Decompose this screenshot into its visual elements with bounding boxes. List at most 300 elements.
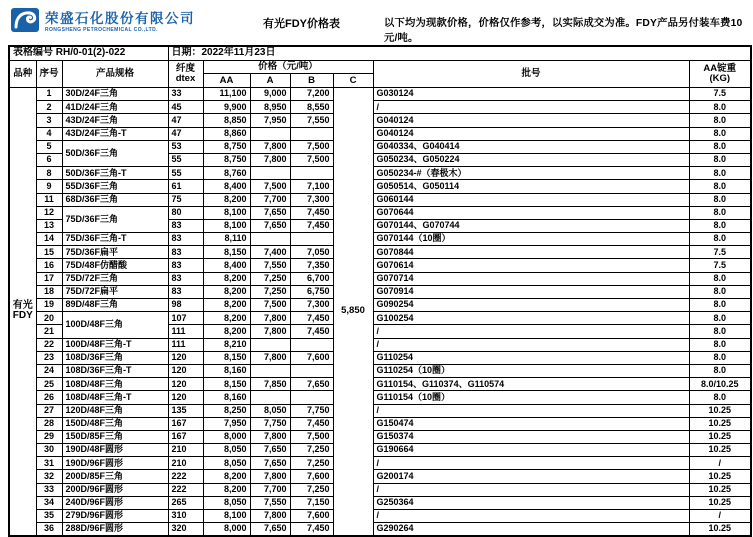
col-header-dtex: 纤度 dtex xyxy=(168,61,203,88)
weight-cell: 8.0 xyxy=(689,299,751,312)
price-row-36 xyxy=(9,523,751,536)
batch-cell: G110154、G110374、G110574 xyxy=(373,378,689,391)
batch-cell: / xyxy=(373,483,689,496)
price-a-cell: 7,750 xyxy=(250,417,290,430)
spec-cell: 200D/96F圆形 xyxy=(62,483,168,496)
price-a-cell xyxy=(250,167,290,180)
dtex-cell: 222 xyxy=(168,470,203,483)
spec-cell: 30D/24F三角 xyxy=(62,88,168,101)
dtex-cell: 120 xyxy=(168,391,203,404)
weight-cell: 10.25 xyxy=(689,483,751,496)
batch-cell: G290264 xyxy=(373,523,689,536)
price-row-18 xyxy=(9,285,751,298)
price-row-28 xyxy=(9,417,751,430)
price-b-cell: 7,350 xyxy=(290,259,333,272)
price-a-cell xyxy=(250,127,290,140)
dtex-cell: 320 xyxy=(168,523,203,536)
spec-cell: 75D/36F三角 xyxy=(62,206,168,232)
price-aa-cell: 8,400 xyxy=(203,259,250,272)
price-a-cell: 7,700 xyxy=(250,483,290,496)
price-a-cell: 8,950 xyxy=(250,101,290,114)
spec-cell: 68D/36F三角 xyxy=(62,193,168,206)
col-header-grade-aa: AA xyxy=(203,74,250,88)
price-b-cell: 7,250 xyxy=(290,444,333,457)
price-b-cell: 6,700 xyxy=(290,272,333,285)
price-b-cell xyxy=(290,167,333,180)
spec-cell: 43D/24F三角-T xyxy=(62,127,168,140)
spec-cell: 75D/36F扁平 xyxy=(62,246,168,259)
batch-cell: G070144、G070744 xyxy=(373,219,689,232)
price-row-31 xyxy=(9,457,751,470)
batch-cell: G070714 xyxy=(373,272,689,285)
weight-cell: 8.0/10.25 xyxy=(689,378,751,391)
weight-cell: 8.0 xyxy=(689,285,751,298)
batch-cell: G070614 xyxy=(373,259,689,272)
price-a-cell xyxy=(250,233,290,246)
price-row-20 xyxy=(9,312,751,325)
price-row-24 xyxy=(9,364,751,377)
seq-cell: 25 xyxy=(36,378,62,391)
dtex-cell: 210 xyxy=(168,444,203,457)
price-aa-cell: 8,250 xyxy=(203,404,250,417)
price-b-cell: 7,450 xyxy=(290,312,333,325)
price-a-cell: 9,000 xyxy=(250,88,290,101)
spec-cell: 50D/36F三角 xyxy=(62,140,168,166)
price-aa-cell: 8,160 xyxy=(203,364,250,377)
weight-cell: 8.0 xyxy=(689,114,751,127)
price-b-cell: 7,300 xyxy=(290,193,333,206)
price-b-cell xyxy=(290,391,333,404)
price-b-cell: 7,600 xyxy=(290,470,333,483)
price-b-cell: 7,600 xyxy=(290,510,333,523)
batch-cell: G100254 xyxy=(373,312,689,325)
col-header-weight: AA锭重 (KG) xyxy=(689,61,751,88)
batch-cell: G190664 xyxy=(373,444,689,457)
company-logo-icon xyxy=(10,7,40,38)
price-row-15 xyxy=(9,246,751,259)
seq-cell: 13 xyxy=(36,219,62,232)
col-header-grade-a: A xyxy=(250,74,290,88)
dtex-cell: 83 xyxy=(168,219,203,232)
seq-cell: 23 xyxy=(36,351,62,364)
price-c-merged-cell: 5,850 xyxy=(333,88,373,536)
meta-row xyxy=(9,46,751,61)
spec-cell: 108D/36F三角 xyxy=(62,351,168,364)
seq-cell: 2 xyxy=(36,101,62,114)
dtex-cell: 222 xyxy=(168,483,203,496)
batch-cell: G110254 xyxy=(373,351,689,364)
dtex-cell: 33 xyxy=(168,88,203,101)
spec-cell: 150D/85F三角 xyxy=(62,430,168,443)
price-row-27 xyxy=(9,404,751,417)
spec-cell: 43D/24F三角 xyxy=(62,114,168,127)
spec-cell: 200D/85F三角 xyxy=(62,470,168,483)
price-a-cell: 7,800 xyxy=(250,325,290,338)
spec-cell: 150D/48F三角 xyxy=(62,417,168,430)
weight-cell: 10.25 xyxy=(689,444,751,457)
price-b-cell: 7,250 xyxy=(290,457,333,470)
spec-cell: 108D/48F三角 xyxy=(62,378,168,391)
batch-cell: / xyxy=(373,457,689,470)
spec-cell: 50D/36F三角-T xyxy=(62,167,168,180)
seq-cell: 32 xyxy=(36,470,62,483)
weight-cell: 8.0 xyxy=(689,351,751,364)
col-header-variety: 品种 xyxy=(9,61,36,88)
price-b-cell: 8,550 xyxy=(290,101,333,114)
price-a-cell xyxy=(250,364,290,377)
spec-cell: 55D/36F三角 xyxy=(62,180,168,193)
spec-cell: 108D/48F三角-T xyxy=(62,391,168,404)
spec-cell: 75D/48F仿醋酸 xyxy=(62,259,168,272)
weight-cell: 8.0 xyxy=(689,180,751,193)
price-a-cell: 7,800 xyxy=(250,430,290,443)
batch-cell: / xyxy=(373,325,689,338)
price-aa-cell: 8,100 xyxy=(203,219,250,232)
price-row-3 xyxy=(9,114,751,127)
weight-cell: 7.5 xyxy=(689,259,751,272)
price-aa-cell: 9,900 xyxy=(203,101,250,114)
batch-cell: G200174 xyxy=(373,470,689,483)
price-b-cell: 7,450 xyxy=(290,219,333,232)
col-header-grade-b: B xyxy=(290,74,333,88)
price-aa-cell: 8,200 xyxy=(203,272,250,285)
price-aa-cell: 8,150 xyxy=(203,246,250,259)
price-aa-cell: 8,200 xyxy=(203,325,250,338)
price-b-cell: 7,200 xyxy=(290,88,333,101)
weight-cell: 8.0 xyxy=(689,193,751,206)
dtex-cell: 120 xyxy=(168,378,203,391)
price-aa-cell: 8,050 xyxy=(203,444,250,457)
price-b-cell: 7,750 xyxy=(290,404,333,417)
price-row-1 xyxy=(9,88,751,101)
price-a-cell: 7,650 xyxy=(250,206,290,219)
price-a-cell: 7,700 xyxy=(250,193,290,206)
spec-cell: 100D/48F三角 xyxy=(62,312,168,338)
spec-cell: 89D/48F三角 xyxy=(62,299,168,312)
price-b-cell: 7,150 xyxy=(290,496,333,509)
price-aa-cell: 8,750 xyxy=(203,140,250,153)
price-row-19 xyxy=(9,299,751,312)
dtex-cell: 310 xyxy=(168,510,203,523)
seq-cell: 4 xyxy=(36,127,62,140)
weight-cell: 8.0 xyxy=(689,272,751,285)
price-aa-cell: 8,100 xyxy=(203,510,250,523)
price-row-5 xyxy=(9,140,751,153)
batch-cell: G070914 xyxy=(373,285,689,298)
price-a-cell: 7,250 xyxy=(250,285,290,298)
price-aa-cell: 8,860 xyxy=(203,127,250,140)
company-name-en: RONGSHENG PETROCHEMICAL CO.,LTD. xyxy=(45,26,158,33)
price-a-cell: 7,550 xyxy=(250,259,290,272)
dtex-cell: 55 xyxy=(168,167,203,180)
price-a-cell xyxy=(250,391,290,404)
batch-cell: G150374 xyxy=(373,430,689,443)
price-aa-cell: 8,000 xyxy=(203,430,250,443)
seq-cell: 12 xyxy=(36,206,62,219)
price-aa-cell: 8,200 xyxy=(203,483,250,496)
company-logo xyxy=(10,7,195,38)
seq-cell: 36 xyxy=(36,523,62,536)
price-b-cell: 7,450 xyxy=(290,523,333,536)
weight-cell: 8.0 xyxy=(689,391,751,404)
price-row-34 xyxy=(9,496,751,509)
batch-cell: / xyxy=(373,338,689,351)
seq-cell: 5 xyxy=(36,140,62,153)
spec-cell: 108D/36F三角-T xyxy=(62,364,168,377)
dtex-cell: 83 xyxy=(168,259,203,272)
seq-cell: 15 xyxy=(36,246,62,259)
dtex-cell: 120 xyxy=(168,364,203,377)
seq-cell: 17 xyxy=(36,272,62,285)
batch-cell: G030124 xyxy=(373,88,689,101)
seq-cell: 28 xyxy=(36,417,62,430)
price-b-cell: 7,600 xyxy=(290,351,333,364)
price-a-cell: 7,950 xyxy=(250,114,290,127)
batch-cell: G050234-#（春极木） xyxy=(373,167,689,180)
seq-cell: 3 xyxy=(36,114,62,127)
dtex-cell: 61 xyxy=(168,180,203,193)
price-aa-cell: 8,050 xyxy=(203,496,250,509)
dtex-cell: 47 xyxy=(168,127,203,140)
dtex-cell: 265 xyxy=(168,496,203,509)
price-a-cell: 8,050 xyxy=(250,404,290,417)
seq-cell: 24 xyxy=(36,364,62,377)
price-b-cell: 7,650 xyxy=(290,378,333,391)
batch-cell: G040334、G040414 xyxy=(373,140,689,153)
batch-cell: G050234、G050224 xyxy=(373,153,689,166)
price-note: 以下均为现款价格，价格仅作参考，以实际成交为准。FDY产品另付装车费10元/吨。 xyxy=(384,18,743,44)
weight-cell: 8.0 xyxy=(689,167,751,180)
col-header-seq: 序号 xyxy=(36,61,62,88)
col-header-grade-c: C xyxy=(333,74,373,88)
price-row-25 xyxy=(9,378,751,391)
dtex-cell: 210 xyxy=(168,457,203,470)
price-row-23 xyxy=(9,351,751,364)
seq-cell: 22 xyxy=(36,338,62,351)
batch-cell: G110254（10圈） xyxy=(373,364,689,377)
price-aa-cell: 8,210 xyxy=(203,338,250,351)
dtex-cell: 75 xyxy=(168,193,203,206)
batch-cell: G070644 xyxy=(373,206,689,219)
spec-cell: 75D/72F三角 xyxy=(62,272,168,285)
batch-cell: / xyxy=(373,404,689,417)
col-header-batch: 批号 xyxy=(373,61,689,88)
price-row-35 xyxy=(9,510,751,523)
seq-cell: 30 xyxy=(36,444,62,457)
price-a-cell: 7,400 xyxy=(250,246,290,259)
price-b-cell: 7,050 xyxy=(290,246,333,259)
seq-cell: 31 xyxy=(36,457,62,470)
spec-cell: 288D/96F圆形 xyxy=(62,523,168,536)
dtex-cell: 167 xyxy=(168,417,203,430)
seq-cell: 29 xyxy=(36,430,62,443)
price-row-26 xyxy=(9,391,751,404)
seq-cell: 34 xyxy=(36,496,62,509)
price-row-33 xyxy=(9,483,751,496)
batch-cell: / xyxy=(373,510,689,523)
seq-cell: 26 xyxy=(36,391,62,404)
price-b-cell: 7,500 xyxy=(290,140,333,153)
seq-cell: 1 xyxy=(36,88,62,101)
price-a-cell: 7,650 xyxy=(250,219,290,232)
price-aa-cell: 8,050 xyxy=(203,457,250,470)
spec-cell: 75D/72F扁平 xyxy=(62,285,168,298)
weight-cell: 10.25 xyxy=(689,523,751,536)
dtex-cell: 80 xyxy=(168,206,203,219)
seq-cell: 9 xyxy=(36,180,62,193)
seq-cell: 33 xyxy=(36,483,62,496)
dtex-cell: 111 xyxy=(168,325,203,338)
weight-cell: 10.25 xyxy=(689,470,751,483)
price-b-cell: 7,450 xyxy=(290,325,333,338)
seq-cell: 27 xyxy=(36,404,62,417)
weight-cell: 8.0 xyxy=(689,325,751,338)
weight-cell: 10.25 xyxy=(689,404,751,417)
spec-cell: 190D/96F圆形 xyxy=(62,457,168,470)
seq-cell: 6 xyxy=(36,153,62,166)
date-label: 日期：2022年11月23日 xyxy=(168,46,751,61)
price-row-30 xyxy=(9,444,751,457)
price-row-2 xyxy=(9,101,751,114)
weight-cell: 8.0 xyxy=(689,206,751,219)
spec-cell: 240D/96F圆形 xyxy=(62,496,168,509)
price-aa-cell: 8,150 xyxy=(203,378,250,391)
price-row-29 xyxy=(9,430,751,443)
price-b-cell: 7,550 xyxy=(290,114,333,127)
price-row-8 xyxy=(9,167,751,180)
seq-cell: 20 xyxy=(36,312,62,325)
batch-cell: G060144 xyxy=(373,193,689,206)
header-row-1 xyxy=(9,61,751,74)
col-header-spec: 产品规格 xyxy=(62,61,168,88)
price-b-cell xyxy=(290,127,333,140)
price-a-cell: 7,650 xyxy=(250,523,290,536)
weight-cell: 8.0 xyxy=(689,338,751,351)
spec-cell: 190D/48F圆形 xyxy=(62,444,168,457)
batch-cell: G250364 xyxy=(373,496,689,509)
price-row-12 xyxy=(9,206,751,219)
price-row-4 xyxy=(9,127,751,140)
seq-cell: 14 xyxy=(36,233,62,246)
price-a-cell: 7,800 xyxy=(250,351,290,364)
seq-cell: 16 xyxy=(36,259,62,272)
weight-cell: 8.0 xyxy=(689,127,751,140)
price-b-cell: 7,500 xyxy=(290,153,333,166)
price-aa-cell: 8,100 xyxy=(203,206,250,219)
price-a-cell: 7,500 xyxy=(250,180,290,193)
batch-cell: G070144（10圈） xyxy=(373,233,689,246)
price-b-cell xyxy=(290,364,333,377)
dtex-cell: 55 xyxy=(168,153,203,166)
dtex-cell: 107 xyxy=(168,312,203,325)
spec-cell: 41D/24F三角 xyxy=(62,101,168,114)
price-a-cell: 7,800 xyxy=(250,140,290,153)
batch-cell: G040124 xyxy=(373,127,689,140)
seq-cell: 8 xyxy=(36,167,62,180)
price-b-cell: 7,500 xyxy=(290,430,333,443)
batch-cell: G110154（10圈） xyxy=(373,391,689,404)
dtex-cell: 83 xyxy=(168,233,203,246)
price-b-cell xyxy=(290,233,333,246)
spec-cell: 120D/48F三角 xyxy=(62,404,168,417)
price-aa-cell: 8,200 xyxy=(203,299,250,312)
seq-cell: 19 xyxy=(36,299,62,312)
weight-cell: 8.0 xyxy=(689,153,751,166)
price-row-22 xyxy=(9,338,751,351)
price-aa-cell: 8,200 xyxy=(203,285,250,298)
weight-cell: / xyxy=(689,510,751,523)
price-row-9 xyxy=(9,180,751,193)
price-row-16 xyxy=(9,259,751,272)
price-aa-cell: 8,200 xyxy=(203,470,250,483)
dtex-cell: 53 xyxy=(168,140,203,153)
weight-cell: 8.0 xyxy=(689,233,751,246)
weight-cell: / xyxy=(689,457,751,470)
price-a-cell: 7,800 xyxy=(250,153,290,166)
price-a-cell: 7,650 xyxy=(250,457,290,470)
batch-cell: / xyxy=(373,101,689,114)
price-aa-cell: 7,950 xyxy=(203,417,250,430)
form-number: 表格编号 RH/0-01(2)-022 xyxy=(9,46,168,61)
price-a-cell: 7,800 xyxy=(250,510,290,523)
price-aa-cell: 8,150 xyxy=(203,351,250,364)
price-aa-cell: 8,760 xyxy=(203,167,250,180)
weight-cell: 10.25 xyxy=(689,496,751,509)
price-table xyxy=(8,45,752,537)
price-row-14 xyxy=(9,233,751,246)
price-aa-cell: 8,110 xyxy=(203,233,250,246)
spec-cell: 100D/48F三角-T xyxy=(62,338,168,351)
dtex-cell: 47 xyxy=(168,114,203,127)
seq-cell: 35 xyxy=(36,510,62,523)
weight-cell: 10.25 xyxy=(689,417,751,430)
price-aa-cell: 8,160 xyxy=(203,391,250,404)
page-title: 有光FDY价格表 xyxy=(263,18,340,30)
weight-cell: 7.5 xyxy=(689,246,751,259)
batch-cell: G070844 xyxy=(373,246,689,259)
price-aa-cell: 8,000 xyxy=(203,523,250,536)
price-a-cell: 7,500 xyxy=(250,299,290,312)
batch-cell: G150474 xyxy=(373,417,689,430)
col-header-price-group: 价格（元/吨） xyxy=(203,61,373,74)
weight-cell: 7.5 xyxy=(689,88,751,101)
dtex-cell: 83 xyxy=(168,246,203,259)
price-a-cell: 7,800 xyxy=(250,312,290,325)
company-name-cn: 荣盛石化股份有限公司 xyxy=(45,11,195,27)
seq-cell: 11 xyxy=(36,193,62,206)
weight-cell: 10.25 xyxy=(689,430,751,443)
price-row-17 xyxy=(9,272,751,285)
dtex-cell: 98 xyxy=(168,299,203,312)
spec-cell: 75D/36F三角-T xyxy=(62,233,168,246)
weight-cell: 8.0 xyxy=(689,101,751,114)
price-a-cell: 7,250 xyxy=(250,272,290,285)
price-a-cell: 7,850 xyxy=(250,378,290,391)
price-a-cell xyxy=(250,338,290,351)
seq-cell: 18 xyxy=(36,285,62,298)
price-aa-cell: 8,200 xyxy=(203,312,250,325)
price-b-cell: 7,450 xyxy=(290,417,333,430)
price-b-cell: 7,250 xyxy=(290,483,333,496)
dtex-cell: 167 xyxy=(168,430,203,443)
price-row-32 xyxy=(9,470,751,483)
weight-cell: 8.0 xyxy=(689,364,751,377)
seq-cell: 21 xyxy=(36,325,62,338)
batch-cell: G040124 xyxy=(373,114,689,127)
dtex-cell: 120 xyxy=(168,351,203,364)
price-aa-cell: 8,200 xyxy=(203,193,250,206)
price-b-cell xyxy=(290,338,333,351)
